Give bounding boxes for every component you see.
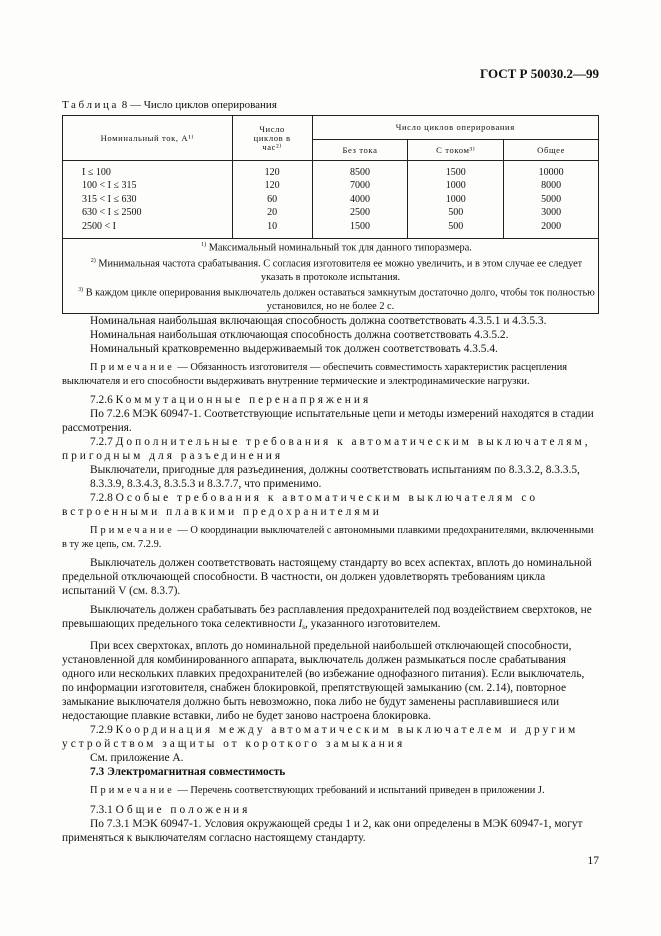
paragraph: По 7.2.6 МЭК 60947-1. Соответствующие испытательные цепи и методы измерений находятся в стадии рассмотрения. xyxy=(62,408,594,435)
current-range: 100 < I ≤ 315 xyxy=(82,180,137,192)
section-title: Коммутационные перенапряжения xyxy=(115,394,372,407)
paragraph: Номинальная наибольшая отключающая способность должна соответствовать 4.3.5.2. xyxy=(90,329,509,341)
section-heading xyxy=(62,723,598,751)
document-body xyxy=(62,314,598,845)
section-heading xyxy=(62,491,598,519)
note-emc xyxy=(90,784,598,798)
table-caption xyxy=(62,99,277,111)
with-current-cell xyxy=(408,161,504,239)
footnote-3: $^{3)}$ В каждом цикле оперирования выключатель должен оставаться замкнутым достаточно долго, чтобы ток полностью установился, но не более 2 с. xyxy=(78,287,595,312)
with-current-value: 1500 xyxy=(445,166,466,178)
paragraph: Номинальная наибольшая включающая способность должна соответствовать 4.3.5.1 и 4.3.5.3. xyxy=(90,315,547,327)
cycles-per-hour-cell xyxy=(232,161,312,239)
cycles-per-hour-value: 120 xyxy=(264,166,280,178)
section-title: Координация между автоматическим выключателем и другим устройством защиты от короткого замыкания xyxy=(62,724,579,751)
page-number: 17 xyxy=(587,855,599,867)
paragraph: По 7.3.1 МЭК 60947-1. Условия окружающей среды 1 и 2, как они определены в МЭК 60947-1, могут применяться к выключателям согласно настоящему стандарту. xyxy=(62,817,583,844)
paragraph-text: Выключатель должен срабатывать без расплавления предохранителей под воздействием сверхтоков, не превышающих предельного тока селективности xyxy=(62,604,592,631)
current-range: 315 < I ≤ 630 xyxy=(82,193,137,205)
operating-cycles-table xyxy=(62,115,599,314)
paragraph-text: , указанного изготовителем. xyxy=(304,618,441,631)
header-operating-cycles: Число циклов оперирования xyxy=(312,116,598,140)
current-range-cell xyxy=(63,161,233,239)
paragraph: При всех сверхтоках, вплоть до номинальной предельной наибольшей отключающей способности, установленной для комбинированного аппарата, выключатель должен размыкаться после срабатывания одного или нескольких плавких предохранителей (во избежание однофазного питания). Если выключатель, по информации изготовителя, снабжен блокировкой, препятствующей замыканию (см. 2.14), повторное замыкание выключателя должно быть невозможно, пока либо не будут заменены расплавившиеся или недостающие плавкие вставки, либо не будет заново настроена блокировка. xyxy=(62,640,585,723)
note-coordination xyxy=(62,524,598,551)
current-range: 2500 < I xyxy=(82,220,116,232)
section-number: 7.3.1 xyxy=(90,803,113,816)
section-title: Особые требования к автоматическим выключателям со встроенными плавкими предохранителями xyxy=(62,492,539,519)
cycles-per-hour-value: 10 xyxy=(267,220,278,232)
table-caption-word: Таблица xyxy=(62,99,119,111)
total-value: 2000 xyxy=(541,220,562,232)
header-no-current: Без тока xyxy=(312,140,408,161)
footnote-2: $^{2)}$ Минимальная частота срабатывания. С согласия изготовителя ее можно увеличить, и в этом случае ее следует указать в протоколе испытания. xyxy=(90,257,583,283)
note-label: Примечание xyxy=(90,362,175,373)
paragraph: См. приложение А. xyxy=(90,752,184,765)
section-number: 7.2.7 xyxy=(90,436,113,449)
table-footnotes xyxy=(63,239,599,314)
cycles-per-hour-value: 60 xyxy=(267,193,278,205)
section-heading xyxy=(90,803,598,817)
current-range: I ≤ 100 xyxy=(82,166,111,178)
section-title: Общие положения xyxy=(115,803,251,816)
section-title: Дополнительные требования к автоматическим выключателям, пригодным для разъединения xyxy=(62,436,591,463)
header-cycles-per-hour: Число циклов в час²⁾ xyxy=(232,116,312,161)
paragraph: Выключатель должен срабатывать без расплавления предохранителей под воздействием сверхтоков, не превышающих предельного тока селективности $I_s$, указанного изготовителем. xyxy=(62,604,592,632)
with-current-value: 500 xyxy=(448,207,464,219)
no-current-cell xyxy=(312,161,408,239)
paragraph: Номинальный кратковременно выдерживаемый ток должен соответствовать 4.3.5.4. xyxy=(90,343,498,355)
footnote-2-text: Минимальная частота срабатывания. С согласия изготовителя ее можно увеличить, и в этом случае ее следует указать в протоколе испытания. xyxy=(98,258,583,283)
no-current-value: 4000 xyxy=(350,193,370,205)
note-text: — Обязанность изготовителя — обеспечить совместимость характеристик расцепления выключателя и его способности выдерживать внутренние термические и электродинамические нагрузки. xyxy=(62,362,568,387)
no-current-value: 8500 xyxy=(350,166,370,178)
total-cell xyxy=(504,161,599,239)
table-caption-title: 8 — Число циклов оперирования xyxy=(119,99,277,111)
section-heading-7-3: 7.3 Электромагнитная совместимость xyxy=(90,766,286,779)
note-text: — Перечень соответствующих требований и испытаний приведен в приложении J. xyxy=(174,785,545,797)
note-text: — О координации выключателей с автономными плавкими предохранителями, включенными в ту же цепь, см. 7.2.9. xyxy=(62,525,594,550)
paragraph: Выключатели, пригодные для разъединения, должны соответствовать испытаниям по 8.3.3.2, 8.3.3.5, 8.3.3.9, 8.3.4.3, 8.3.5.3 и 8.3.7.7, что применимо. xyxy=(90,464,580,491)
section-number: 7.2.6 xyxy=(90,394,113,407)
with-current-value: 500 xyxy=(448,220,464,232)
section-heading xyxy=(62,435,598,463)
total-value: 10000 xyxy=(538,166,564,178)
section-number: 7.2.9 xyxy=(90,724,113,737)
header-with-current: С током³⁾ xyxy=(408,140,504,161)
footnote-1-text: Максимальный номинальный ток для данного типоразмера. xyxy=(208,242,472,254)
section-heading xyxy=(90,393,598,407)
total-value: 5000 xyxy=(541,193,562,205)
paragraph: Выключатель должен соответствовать настоящему стандарту во всех аспектах, вплоть до номинальной предельной отключающей способности. В частности, он должен удовлетворять требованиям цикла испытаний V (см. 8.3.7). xyxy=(62,557,592,598)
no-current-value: 2500 xyxy=(350,207,370,219)
current-range: 630 < I ≤ 2500 xyxy=(82,207,142,219)
header-rated-current: Номинальный ток, А¹⁾ xyxy=(63,116,233,161)
footnote-1: $^{1)}$ Максимальный номинальный ток для данного типоразмера. xyxy=(201,242,472,254)
note-label: Примечание xyxy=(90,785,175,797)
total-value: 8000 xyxy=(541,180,562,192)
cycles-per-hour-value: 120 xyxy=(264,180,280,192)
section-number: 7.2.8 xyxy=(90,492,113,505)
no-current-value: 1500 xyxy=(350,220,370,232)
no-current-value: 7000 xyxy=(350,180,370,192)
document-header: ГОСТ Р 50030.2—99 xyxy=(480,66,599,81)
with-current-value: 1000 xyxy=(445,180,466,192)
header-total: Общее xyxy=(504,140,599,161)
total-value: 3000 xyxy=(541,207,562,219)
footnote-3-text: В каждом цикле оперирования выключатель должен оставаться замкнутым достаточно долго, чтобы ток полностью установился, но не более 2 с. xyxy=(85,287,595,312)
with-current-value: 1000 xyxy=(445,193,466,205)
note-manufacturer xyxy=(62,361,598,388)
cycles-per-hour-value: 20 xyxy=(267,207,278,219)
note-label: Примечание xyxy=(90,525,175,537)
